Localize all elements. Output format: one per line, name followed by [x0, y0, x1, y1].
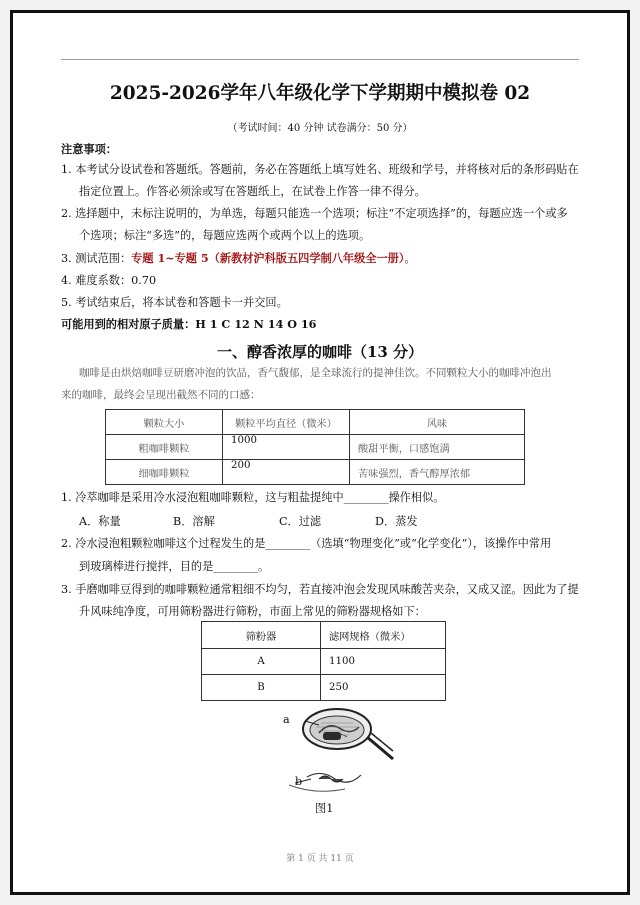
table-cell: B	[202, 675, 321, 701]
page-title: 2025-2026学年八年级化学下学期期中模拟卷 02	[109, 83, 531, 104]
grain-table	[105, 409, 525, 485]
section-title: 一、醇香浓厚的咖啡（13 分）	[216, 343, 424, 361]
option-d: D．蒸发	[375, 515, 418, 528]
header-rule	[61, 59, 579, 60]
table-header-cell: 滤网规格（微米）	[321, 622, 446, 649]
exam-info: （考试时间：40 分钟 试卷满分：50 分）	[227, 123, 413, 134]
question-2-cont: 到玻璃棒进行搅拌，目的是________。	[79, 560, 270, 573]
scope-label: 3. 测试范围：	[61, 252, 132, 265]
note-line: 指定位置上。作答必须涂或写在答题纸上，在试卷上作答一律不得分。	[79, 185, 426, 198]
figure-label-a: a	[283, 713, 290, 726]
option-a: A．称量	[79, 515, 121, 528]
table-cell: 苦味强烈，香气醇厚浓郁	[350, 460, 525, 485]
table-header-row	[106, 410, 525, 435]
question-2: 2. 冷水浸泡粗颗粒咖啡这个过程发生的是________（选填“物理变化”或“化学变化”），该操作中常用	[61, 537, 552, 550]
table-cell: 细咖啡颗粒	[106, 460, 223, 485]
table-cell: 250	[321, 675, 446, 701]
table-row	[106, 435, 525, 460]
note-line-scope	[61, 250, 416, 267]
notes-heading: 注意事项：	[61, 142, 117, 156]
table-row	[106, 460, 525, 485]
note-line: 2. 选择题中，未标注说明的，为单选，每题只能选一个选项；标注“不定项选择”的，每题应选一个或多	[61, 207, 568, 220]
table-header-cell: 风味	[350, 410, 525, 435]
section-intro: 来的咖啡，最终会呈现出截然不同的口感：	[61, 389, 261, 401]
sieve-table	[201, 621, 446, 701]
question-3-cont: 升风味纯净度，可用筛粉器进行筛粉，市面上常见的筛粉器规格如下：	[79, 605, 426, 618]
exam-page	[10, 10, 630, 895]
table-header-cell: 筛粉器	[202, 622, 321, 649]
note-line: 4. 难度系数：0.70	[61, 274, 157, 287]
figure-label-b: b	[295, 775, 303, 788]
section-intro: 咖啡是由烘焙咖啡豆研磨冲泡的饮品，香气馥郁，是全球流行的提神佳饮。不同颗粒大小的咖啡冲泡出	[79, 367, 552, 379]
coffee-grounds	[323, 732, 341, 740]
table-header-row	[202, 622, 446, 649]
sieve-figure	[275, 699, 395, 799]
question-3: 3. 手磨咖啡豆得到的咖啡颗粒通常粗细不均匀，若直接冲泡会发现风味酸苦夹杂，又成又涩。因此为了提	[61, 583, 579, 596]
table-row	[202, 649, 446, 675]
note-line: 1. 本考试分设试卷和答题纸。答题前，务必在答题纸上填写姓名、班级和学号，并将核对后的条形码贴在	[61, 163, 579, 176]
table-row	[202, 675, 446, 701]
table-cell: 酸甜平衡，口感饱满	[350, 435, 525, 460]
page-number: 第 1 页 共 11 页	[286, 854, 354, 864]
table-cell: 粗咖啡颗粒	[106, 435, 223, 460]
figure-caption: 图1	[315, 802, 334, 815]
table-cell: 1000	[223, 435, 350, 460]
table-cell: 1100	[321, 649, 446, 675]
scope-value: 专题 1~专题 5（新教材沪科版五四学制八年级全一册）	[131, 251, 405, 265]
table-header-cell: 颗粒平均直径（微米）	[223, 410, 350, 435]
option-b: B．溶解	[173, 515, 215, 528]
atomic-mass: 可能用到的相对原子质量：H 1 C 12 N 14 O 16	[61, 317, 317, 331]
table-cell: 200	[223, 460, 350, 485]
note-line: 个选项；标注“多选”的，每题应选两个或两个以上的选项。	[79, 229, 371, 242]
option-c: C．过滤	[279, 515, 322, 528]
question-1: 1. 冷萃咖啡是采用冷水浸泡粗咖啡颗粒，这与粗盐提纯中________操作相似。	[61, 491, 445, 504]
table-header-cell: 颗粒大小	[106, 410, 223, 435]
note-line: 5. 考试结束后，将本试卷和答题卡一并交回。	[61, 296, 288, 309]
table-cell: A	[202, 649, 321, 675]
scope-end: 。	[404, 252, 416, 265]
